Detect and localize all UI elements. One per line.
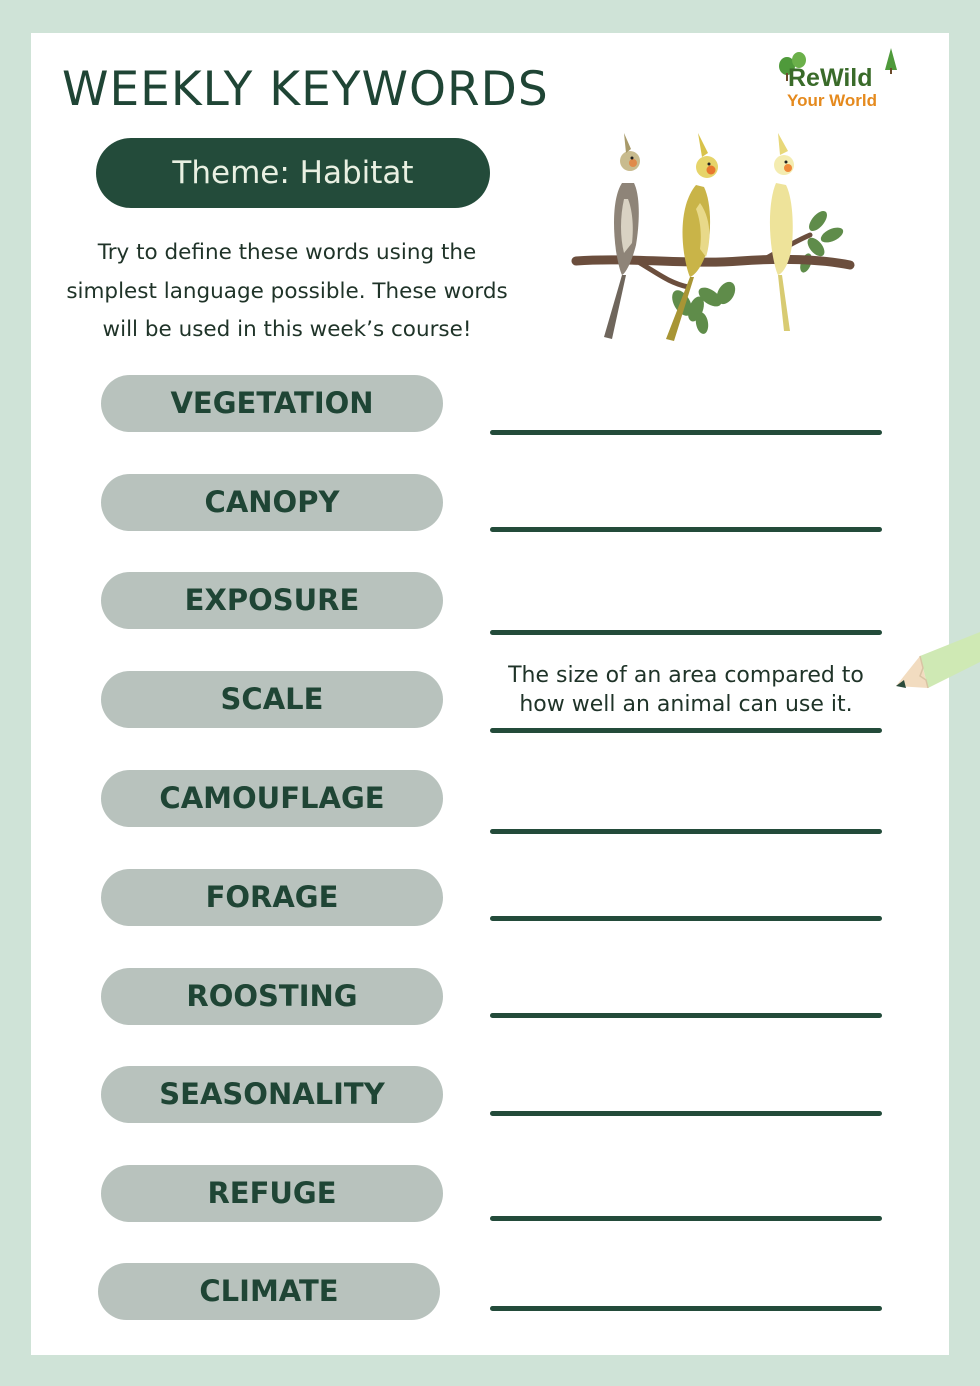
answer-line-roosting[interactable] bbox=[490, 1013, 882, 1018]
instructions-text: Try to define these words using the simplest language possible. These words will be used in this week’s course! bbox=[66, 240, 508, 342]
answer-line-refuge[interactable] bbox=[490, 1216, 882, 1221]
answer-line-forage[interactable] bbox=[490, 916, 882, 921]
theme-badge: Theme: Habitat bbox=[96, 138, 490, 208]
keyword-climate: CLIMATE bbox=[98, 1263, 440, 1320]
keyword-forage: FORAGE bbox=[101, 869, 443, 926]
keyword-roosting: ROOSTING bbox=[101, 968, 443, 1025]
answer-line-seasonality[interactable] bbox=[490, 1111, 882, 1116]
answer-line-vegetation[interactable] bbox=[490, 430, 882, 435]
keyword-vegetation: VEGETATION bbox=[101, 375, 443, 432]
keyword-canopy: CANOPY bbox=[101, 474, 443, 531]
keyword-refuge: REFUGE bbox=[101, 1165, 443, 1222]
answer-line-exposure[interactable] bbox=[490, 630, 882, 635]
logo-line-1: ReWild bbox=[788, 64, 873, 92]
answer-line-camouflage[interactable] bbox=[490, 829, 882, 834]
answer-line-scale[interactable] bbox=[490, 728, 882, 733]
definition-scale: The size of an area compared to how well an animal can use it. bbox=[508, 663, 864, 717]
rewild-logo bbox=[776, 46, 908, 114]
keyword-exposure: EXPOSURE bbox=[101, 572, 443, 629]
answer-line-climate[interactable] bbox=[490, 1306, 882, 1311]
keyword-camouflage: CAMOUFLAGE bbox=[101, 770, 443, 827]
pencil-icon bbox=[890, 628, 980, 698]
page-title: WEEKLY KEYWORDS bbox=[62, 62, 549, 117]
keyword-seasonality: SEASONALITY bbox=[101, 1066, 443, 1123]
logo-line-2: Your World bbox=[787, 91, 878, 110]
keyword-scale: SCALE bbox=[101, 671, 443, 728]
cockatiels-on-branch-icon bbox=[570, 125, 855, 350]
answer-line-canopy[interactable] bbox=[490, 527, 882, 532]
